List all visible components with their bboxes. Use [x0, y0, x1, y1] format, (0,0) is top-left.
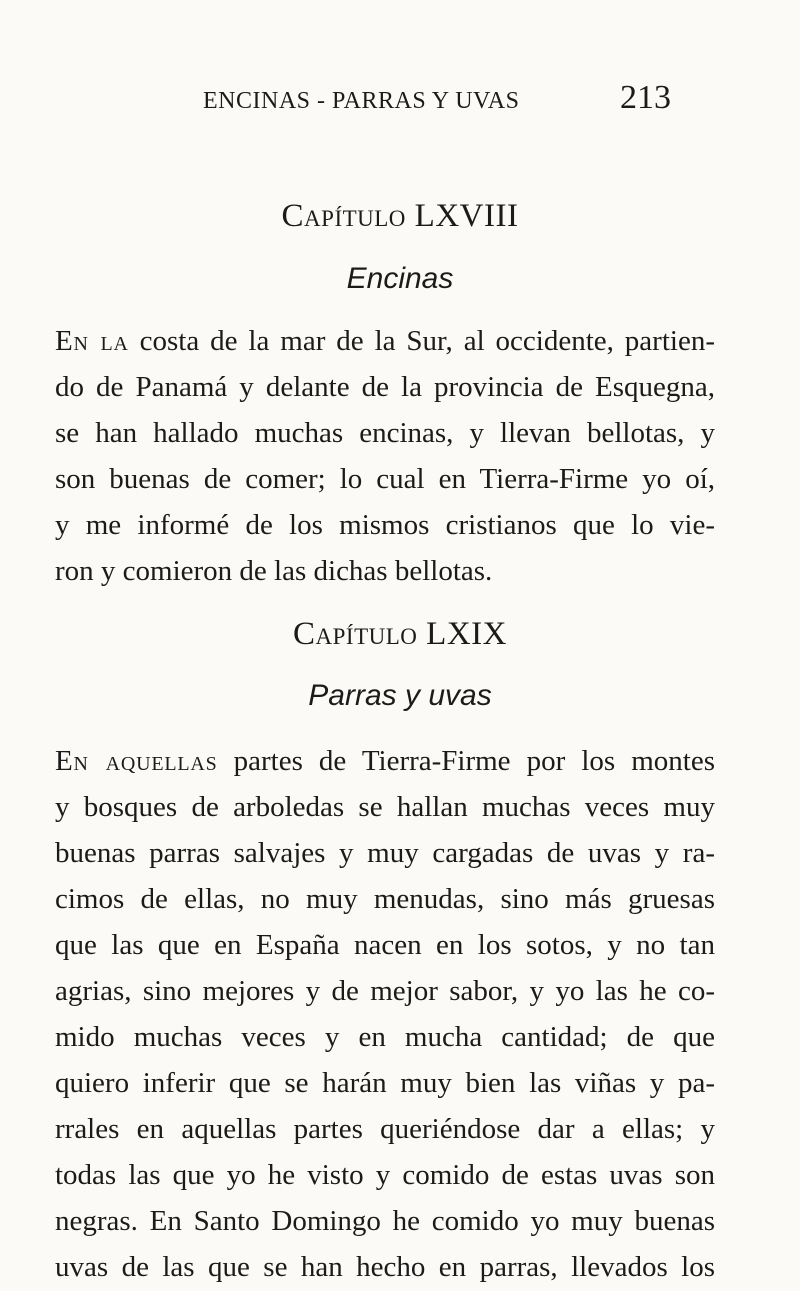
paragraph-line: mido muchas veces y en mucha cantidad; de que: [55, 1021, 715, 1053]
opening-words: En aquellas: [55, 745, 218, 777]
paragraph-line: y bosques de arboledas se hallan muchas veces muy: [55, 791, 715, 823]
running-title: ENCINAS - PARRAS Y UVAS: [203, 88, 520, 114]
page-number: 213: [620, 79, 671, 116]
paragraph-line: y me informé de los mismos cristianos que lo vie-: [55, 509, 715, 541]
running-head: [0, 79, 800, 126]
opening-words: En la: [55, 325, 129, 357]
paragraph-line: se han hallado muchas encinas, y llevan bellotas, y: [55, 417, 715, 449]
paragraph-line: quiero inferir que se harán muy bien las viñas y pa-: [55, 1067, 715, 1099]
paragraph-line: uvas de las que se han hecho en parras, llevados los: [55, 1251, 715, 1283]
chapter-subtitle: Encinas: [346, 262, 454, 295]
line-text: partes de Tierra-Firme por los montes: [217, 745, 715, 777]
paragraph-line: [55, 318, 715, 364]
paragraph-line: [55, 738, 715, 784]
paragraph-line: cimos de ellas, no muy menudas, sino más gruesas: [55, 883, 715, 915]
paragraph-line: rrales en aquellas partes queriéndose dar a ellas; y: [55, 1113, 715, 1145]
paragraph-line: son buenas de comer; lo cual en Tierra-Firme yo oí,: [55, 463, 715, 495]
paragraph-line: agrias, sino mejores y de mejor sabor, y yo las he co-: [55, 975, 715, 1007]
chapter-heading: Capítulo LXIX: [293, 616, 507, 652]
paragraph-line: ron y comieron de las dichas bellotas.: [55, 555, 493, 587]
chapter-heading: Capítulo LXVIII: [281, 198, 519, 234]
paragraph-line: que las que en España nacen en los sotos, y no tan: [55, 929, 715, 961]
chapter-paragraph: [55, 738, 715, 1290]
chapter-subtitle: Parras y uvas: [308, 679, 492, 712]
paragraph-line: buenas parras salvajes y muy cargadas de uvas y ra-: [55, 837, 715, 869]
paragraph-line: do de Panamá y delante de la provincia de Esquegna,: [55, 371, 715, 403]
line-text: costa de la mar de la Sur, al occidente, partien-: [128, 325, 715, 357]
paragraph-line: negras. En Santo Domingo he comido yo muy buenas: [55, 1205, 715, 1237]
paragraph-line: todas las que yo he visto y comido de estas uvas son: [55, 1159, 715, 1191]
chapter-paragraph: [55, 318, 715, 594]
